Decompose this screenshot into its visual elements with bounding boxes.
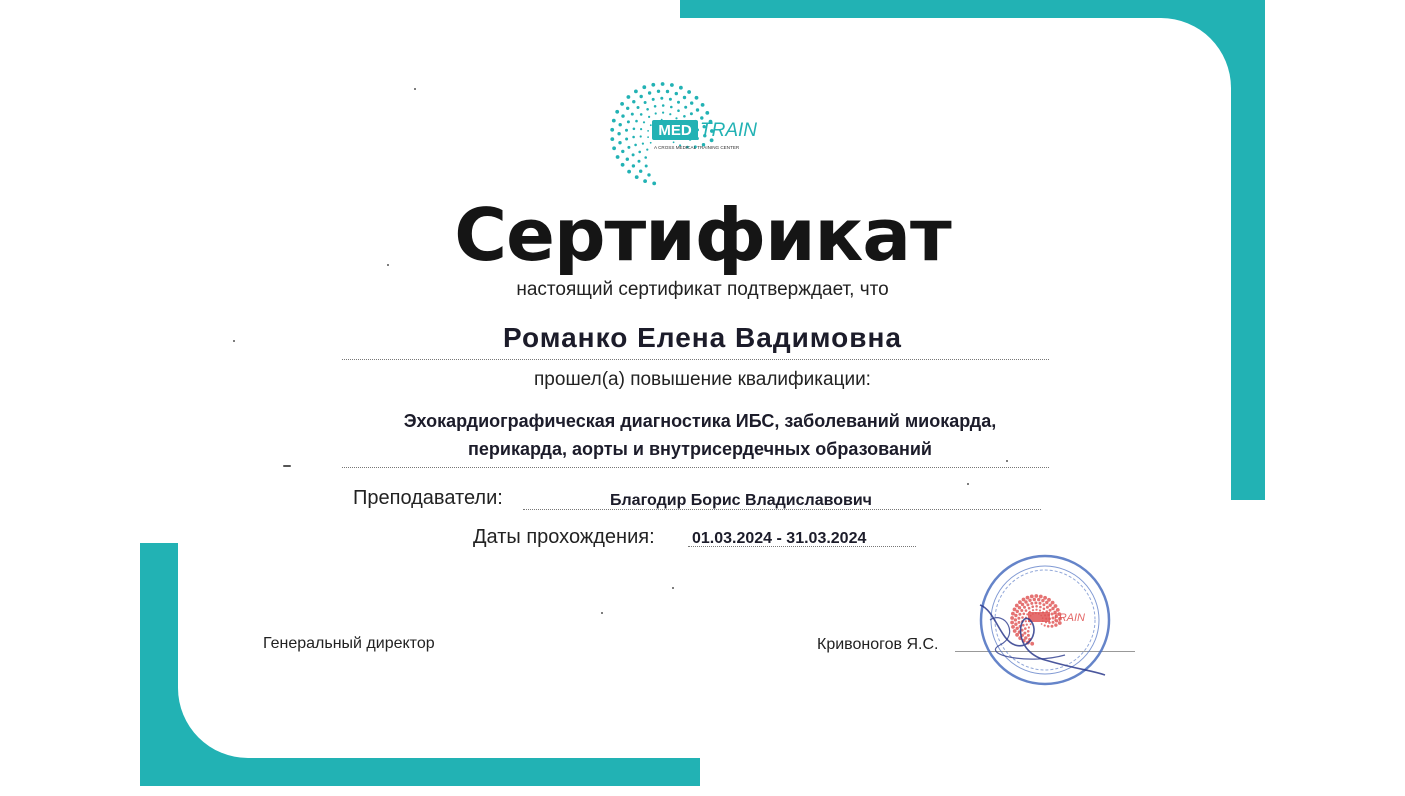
logo-dot xyxy=(1010,616,1014,620)
logo-dot xyxy=(1026,624,1028,626)
logo-dot xyxy=(1018,621,1021,624)
logo-dot xyxy=(1049,604,1052,607)
logo-dot xyxy=(1042,603,1045,606)
logo-dot xyxy=(640,95,643,98)
logo-dot xyxy=(615,110,619,114)
logo-dot xyxy=(669,98,672,101)
logo-dot xyxy=(701,103,705,107)
dates-underline xyxy=(688,546,916,547)
recipient-name: Романко Елена Вадимовна xyxy=(503,322,902,353)
logo-dot xyxy=(650,142,652,144)
course-line-2: перикарда, аорты и внутрисердечных образований xyxy=(468,439,932,459)
dates-label: Даты прохождения: xyxy=(473,526,655,548)
logo-dot xyxy=(1028,626,1030,628)
logo-dot xyxy=(1044,624,1046,626)
logo-dot xyxy=(1047,625,1050,628)
logo-dot xyxy=(1023,606,1026,609)
logo-dot xyxy=(1011,612,1015,616)
logo-dot xyxy=(1022,624,1025,627)
logo-dot xyxy=(610,137,614,141)
speck xyxy=(387,264,389,266)
logo-dot xyxy=(645,165,648,168)
logo-dot xyxy=(683,96,686,99)
logo-dot xyxy=(612,146,616,150)
logo-dot xyxy=(626,107,629,110)
logo-dot xyxy=(625,138,628,141)
logo-dot xyxy=(1028,599,1031,602)
logo-dot xyxy=(1030,595,1034,599)
logo-dot xyxy=(696,108,699,111)
logo-dot xyxy=(1010,621,1014,625)
logo-dot xyxy=(1018,613,1021,616)
logo-dot xyxy=(620,102,624,106)
logo-dot xyxy=(1033,598,1036,601)
logo-dot xyxy=(632,153,635,156)
logo-dot xyxy=(1043,608,1046,611)
director-label: Генеральный директор xyxy=(263,635,435,652)
logo-dot xyxy=(1016,627,1019,630)
logo-dot xyxy=(647,130,649,132)
logo-dot xyxy=(1014,614,1017,617)
speck xyxy=(283,465,291,467)
stamp-graphic xyxy=(970,550,1120,690)
logo-dot xyxy=(646,108,649,111)
logo-dot xyxy=(616,155,620,159)
logo-dot xyxy=(647,173,650,176)
logo-dot xyxy=(1020,609,1023,612)
teachers-label: Преподаватели: xyxy=(353,487,503,509)
logo-dot xyxy=(633,128,636,131)
logo-dot xyxy=(627,170,631,174)
logo-dot xyxy=(670,83,674,87)
logo-dot xyxy=(1014,623,1017,626)
logo-dot xyxy=(631,113,634,116)
speck xyxy=(601,612,603,614)
svg-text:TRAIN: TRAIN xyxy=(1052,612,1085,624)
logo-dot xyxy=(621,114,624,117)
logo-dot xyxy=(1045,601,1048,604)
logo-dot xyxy=(638,160,641,163)
logo-dot xyxy=(1039,609,1041,611)
logo-dot xyxy=(648,91,651,94)
logo-dot xyxy=(644,101,647,104)
logo-dot xyxy=(647,136,649,138)
logo-dot xyxy=(1013,629,1017,633)
logo-dot xyxy=(1030,602,1033,605)
logo-dot xyxy=(650,124,652,126)
logo-dot xyxy=(661,82,665,86)
logo-dot xyxy=(1046,606,1049,609)
completed-text: прошел(а) повышение квалификации: xyxy=(534,369,871,390)
logo-dot xyxy=(651,83,655,87)
name-underline xyxy=(342,359,1049,360)
logo-dot xyxy=(1024,636,1027,639)
logo-dot xyxy=(1035,609,1037,611)
logo-dot xyxy=(1030,642,1034,646)
certificate-title: Сертификат xyxy=(454,193,951,277)
logo-dot xyxy=(1043,596,1047,600)
logo-dot xyxy=(1039,602,1042,605)
logo-dot xyxy=(627,120,630,123)
logo-dot xyxy=(643,179,647,183)
logo-dot xyxy=(666,90,669,93)
logo-dot xyxy=(639,170,642,173)
logo-dot xyxy=(673,141,675,143)
logo-dot xyxy=(1027,634,1030,637)
logo-dot xyxy=(1035,605,1038,608)
logo-dot xyxy=(1024,600,1027,603)
logo-dot xyxy=(1039,606,1042,609)
logo-dot xyxy=(635,175,639,179)
speck xyxy=(672,587,674,589)
logo-dot xyxy=(1032,609,1034,611)
logo-dot xyxy=(1030,623,1032,625)
certificate-subtitle: настоящий сертификат подтверждает, что xyxy=(516,279,889,300)
logo-dot xyxy=(1021,616,1024,619)
logo-dot xyxy=(1034,594,1038,598)
logo-dot xyxy=(621,163,625,167)
logo-dot xyxy=(660,97,663,100)
logo-dot xyxy=(627,146,630,149)
logo-dot xyxy=(632,100,635,103)
teachers-underline xyxy=(523,509,1041,510)
logo-tagline: A CROSS MEDICAL TRAINING CENTER xyxy=(654,145,740,150)
logo-dot xyxy=(1041,599,1044,602)
logo-dot xyxy=(652,98,655,101)
speck xyxy=(414,88,416,90)
logo-dot xyxy=(640,113,643,116)
logo-dot xyxy=(612,119,616,123)
logo-dot xyxy=(1018,606,1021,609)
course-line-1: Эхокардиографическая диагностика ИБС, заболеваний миокарда, xyxy=(403,411,997,431)
logo-dot xyxy=(640,128,642,130)
logo-dot xyxy=(643,121,645,123)
logo-dot xyxy=(618,141,621,144)
medtrain-logo-graphic xyxy=(610,82,790,192)
logo-dot xyxy=(675,92,678,95)
logo-dot xyxy=(687,90,691,94)
logo-dot xyxy=(1027,630,1030,633)
logo-dot xyxy=(679,86,683,90)
logo-dot xyxy=(632,164,635,167)
course-underline xyxy=(342,467,1049,468)
logo-dot xyxy=(670,106,673,109)
logo-dot xyxy=(1026,596,1030,600)
logo-dot xyxy=(1011,625,1015,629)
logo-dot xyxy=(690,112,693,115)
logo-dot xyxy=(644,156,647,159)
logo-dot xyxy=(1039,595,1043,599)
logo-dot xyxy=(648,116,650,118)
company-stamp xyxy=(970,550,1120,690)
teachers-value: Благодир Борис Владиславович xyxy=(610,492,872,509)
logo-dot xyxy=(657,90,660,93)
logo-dot xyxy=(675,117,677,119)
logo-dot xyxy=(642,143,644,145)
logo-dot xyxy=(695,96,699,100)
logo-dot xyxy=(652,182,656,186)
logo-dot xyxy=(634,144,637,147)
logo-dot xyxy=(635,120,638,123)
logo-dot xyxy=(1041,623,1043,625)
logo-dot xyxy=(619,123,622,126)
logo-dot xyxy=(705,111,709,115)
logo-dot xyxy=(1023,613,1026,616)
logo-dot xyxy=(690,101,693,104)
logo-dot xyxy=(655,112,657,114)
speck xyxy=(1006,460,1008,462)
medtrain-logo xyxy=(610,82,790,192)
logo-dot xyxy=(646,149,648,151)
logo-dot xyxy=(621,150,624,153)
logo-dot xyxy=(654,105,657,108)
dates-value: 01.03.2024 - 31.03.2024 xyxy=(692,530,867,547)
logo-dot xyxy=(1025,620,1027,622)
logo-dot xyxy=(1024,627,1027,630)
logo-dot xyxy=(1051,607,1054,610)
logo-dot xyxy=(1034,601,1037,604)
course-title xyxy=(320,407,1080,463)
logo-dot xyxy=(1026,603,1029,606)
logo-dot xyxy=(1016,610,1019,613)
logo-dot xyxy=(684,106,687,109)
logo-dot xyxy=(610,128,614,132)
logo-dot xyxy=(634,90,638,94)
logo-dot xyxy=(662,112,664,114)
logo-dot xyxy=(637,106,640,109)
logo-dot xyxy=(642,85,646,89)
logo-dot xyxy=(640,135,642,137)
director-name: Кривоногов Я.С. xyxy=(817,636,939,653)
logo-dot xyxy=(677,109,680,112)
logo-dot xyxy=(1021,603,1024,606)
logo-dot xyxy=(1031,605,1034,608)
logo-dot xyxy=(1017,617,1020,620)
speck xyxy=(233,340,235,342)
logo-dot xyxy=(627,95,631,99)
logo-dot xyxy=(638,151,641,154)
logo-dot xyxy=(625,129,628,132)
logo-dot xyxy=(1037,598,1040,601)
logo-dot xyxy=(632,136,635,139)
logo-dot xyxy=(1028,607,1031,610)
logo-dot xyxy=(626,158,629,161)
logo-dot xyxy=(677,101,680,104)
speck xyxy=(967,483,969,485)
logo-dot xyxy=(617,132,620,135)
logo-dot xyxy=(1051,625,1054,628)
logo-dot xyxy=(1014,618,1017,621)
logo-dot xyxy=(669,113,671,115)
certificate-page xyxy=(140,0,1265,786)
logo-dot xyxy=(1025,609,1028,612)
logo-dot xyxy=(662,104,665,107)
logo-dot xyxy=(683,115,686,118)
logo-brand-left: MED xyxy=(658,122,692,139)
logo-brand-right: TRAIN xyxy=(700,120,757,141)
logo-dot xyxy=(1023,632,1026,635)
